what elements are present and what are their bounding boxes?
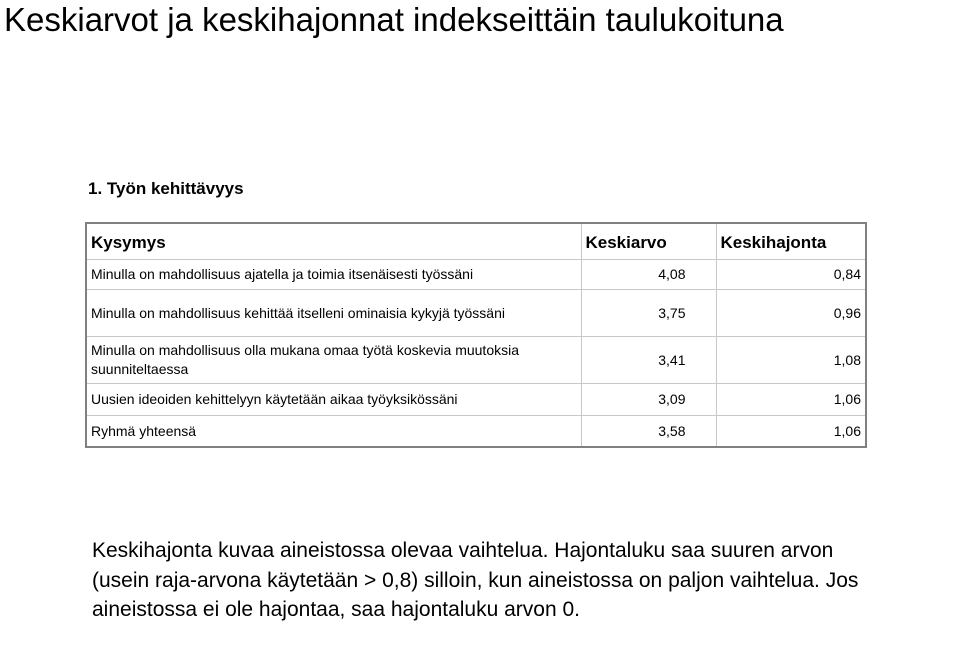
question-cell: Minulla on mahdollisuus olla mukana omaa työtä koskevia muutoksia suunniteltaessa [86, 337, 581, 384]
column-header-sd: Keskihajonta [716, 223, 866, 260]
description-text: Keskihajonta kuvaa aineistossa olevaa vaihtelua. Hajontaluku saa suuren arvon (usein raja-arvona käytetään > 0,8) silloin, kun aineistossa on paljon vaihtelua. Jos aineistossa ei ole hajontaa, saa hajontaluku arvon 0. [92, 539, 859, 621]
table-row [86, 260, 866, 290]
question-cell: Minulla on mahdollisuus kehittää itselleni ominaisia kykyjä työssäni [86, 290, 581, 337]
sd-cell: 1,08 [716, 337, 866, 384]
sd-cell: 0,84 [716, 260, 866, 290]
section-heading: 1. Työn kehittävyys [88, 179, 244, 198]
table-row [86, 384, 866, 416]
sd-cell: 1,06 [716, 384, 866, 416]
slide-title: Keskiarvot ja keskihajonnat indekseittäin taulukoituna [4, 1, 784, 38]
table-header-row [86, 223, 866, 260]
table-row [86, 337, 866, 384]
statistics-table [85, 222, 867, 448]
table-row-total [86, 416, 866, 448]
question-cell: Minulla on mahdollisuus ajatella ja toimia itsenäisesti työssäni [86, 260, 581, 290]
sd-cell: 1,06 [716, 416, 866, 448]
mean-cell: 3,75 [581, 290, 716, 337]
mean-cell: 3,41 [581, 337, 716, 384]
sd-cell: 0,96 [716, 290, 866, 337]
question-cell: Ryhmä yhteensä [86, 416, 581, 448]
column-header-mean: Keskiarvo [581, 223, 716, 260]
mean-cell: 3,09 [581, 384, 716, 416]
question-cell: Uusien ideoiden kehittelyyn käytetään aikaa työyksikössäni [86, 384, 581, 416]
table-row [86, 290, 866, 337]
column-header-question: Kysymys [86, 223, 581, 260]
mean-cell: 4,08 [581, 260, 716, 290]
mean-cell: 3,58 [581, 416, 716, 448]
